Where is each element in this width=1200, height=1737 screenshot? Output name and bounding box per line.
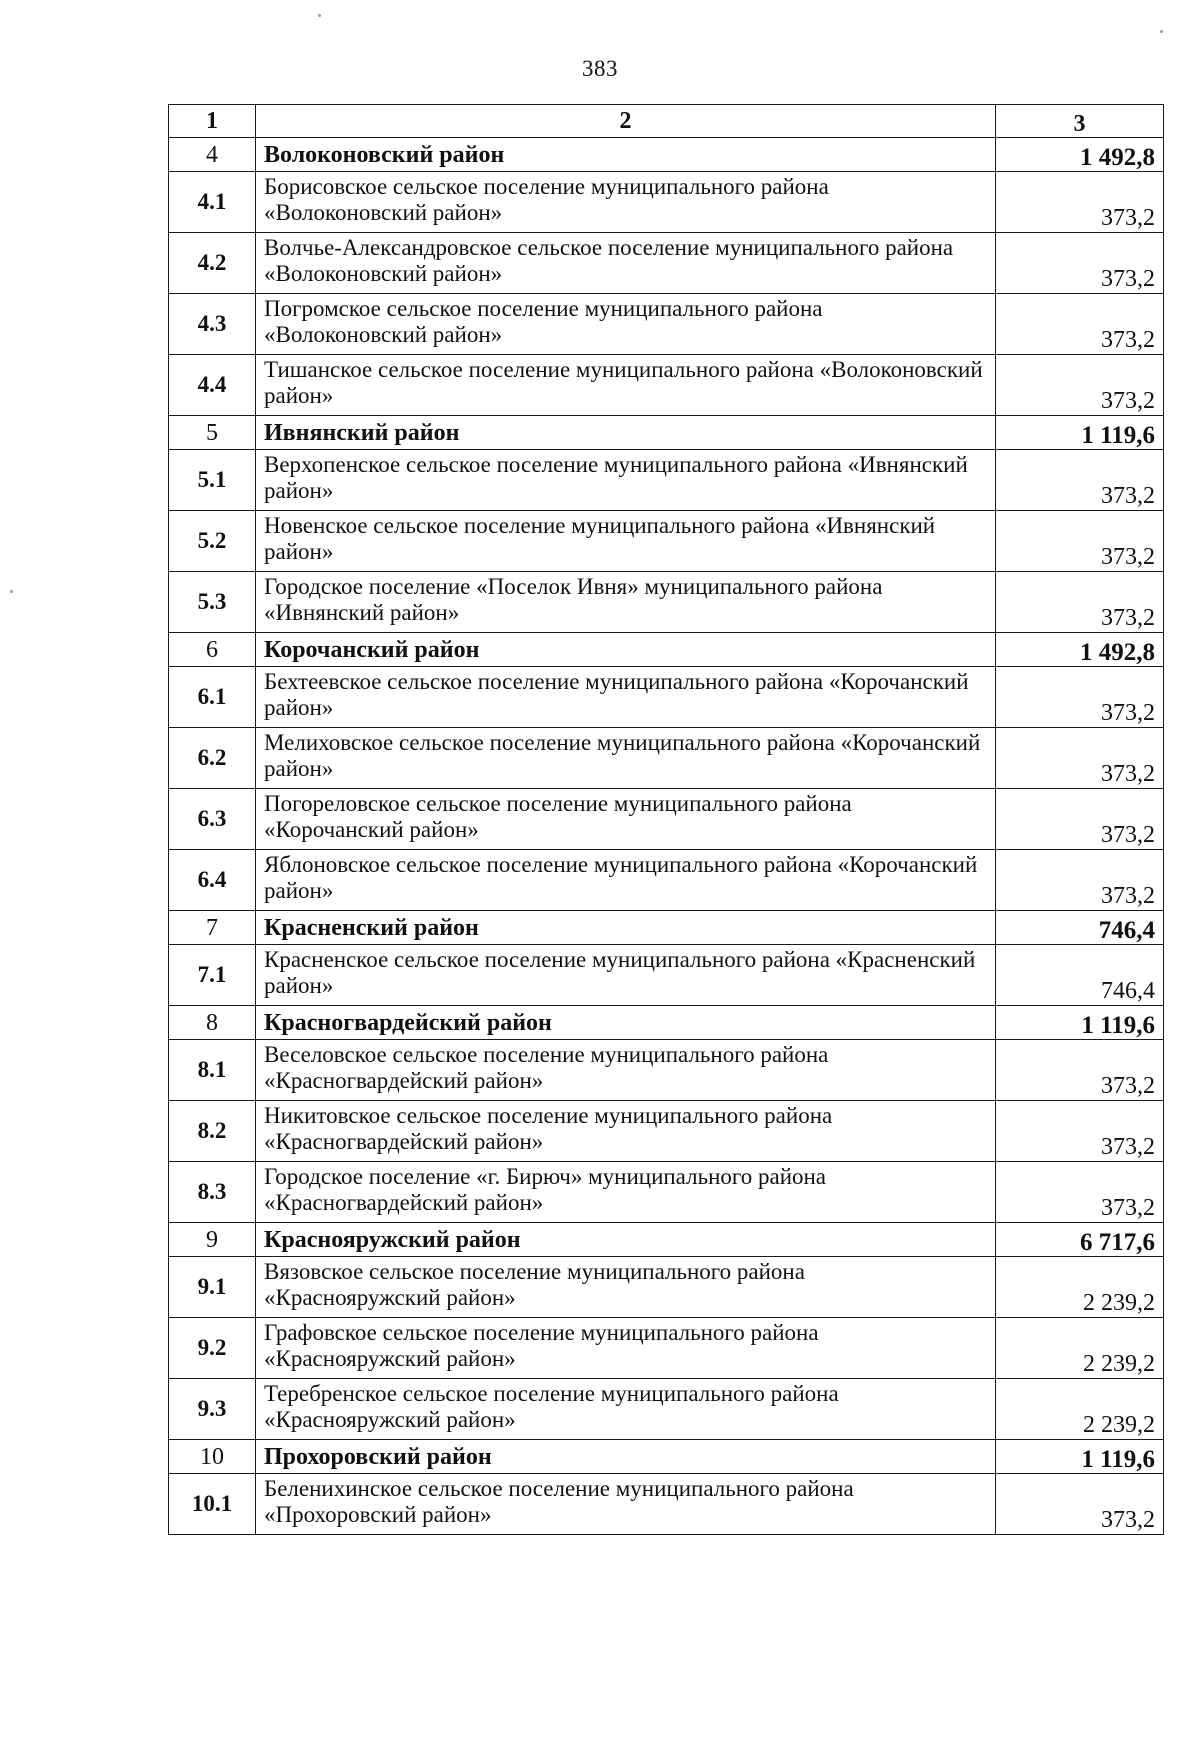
district-row [169, 1006, 1164, 1040]
column-header-3: 3 [996, 105, 1164, 138]
settlement-row [169, 789, 1164, 850]
district-number: 5 [169, 416, 256, 450]
district-row [169, 138, 1164, 172]
allocation-table [168, 104, 1164, 1535]
column-header-2: 2 [256, 105, 996, 138]
settlement-amount: 373,2 [996, 233, 1164, 294]
scan-speck [10, 590, 13, 593]
settlement-amount: 373,2 [996, 789, 1164, 850]
settlement-number: 10.1 [169, 1474, 256, 1535]
settlement-amount: 2 239,2 [996, 1318, 1164, 1379]
district-total: 1 119,6 [996, 1006, 1164, 1040]
settlement-amount: 373,2 [996, 355, 1164, 416]
scan-speck [1160, 30, 1163, 33]
settlement-row [169, 1257, 1164, 1318]
settlement-number: 6.1 [169, 667, 256, 728]
settlement-row [169, 1101, 1164, 1162]
settlement-row [169, 850, 1164, 911]
settlement-name: Веселовское сельское поселение муниципального района «Красногвардейский район» [256, 1040, 996, 1101]
settlement-name: Тишанское сельское поселение муниципального района «Волоконовский район» [256, 355, 996, 416]
settlement-row [169, 172, 1164, 233]
settlement-name: Никитовское сельское поселение муниципального района «Красногвардейский район» [256, 1101, 996, 1162]
settlement-number: 4.4 [169, 355, 256, 416]
settlement-number: 5.2 [169, 511, 256, 572]
district-name: Краснояружский район [256, 1223, 996, 1257]
header-row [169, 105, 1164, 138]
district-total: 1 492,8 [996, 138, 1164, 172]
settlement-amount: 373,2 [996, 1162, 1164, 1223]
settlement-number: 9.3 [169, 1379, 256, 1440]
settlement-amount: 373,2 [996, 294, 1164, 355]
district-name: Прохоровский район [256, 1440, 996, 1474]
district-name: Ивнянский район [256, 416, 996, 450]
settlement-name: Мелиховское сельское поселение муниципального района «Корочанский район» [256, 728, 996, 789]
settlement-amount: 373,2 [996, 572, 1164, 633]
district-name: Корочанский район [256, 633, 996, 667]
settlement-name: Бехтеевское сельское поселение муниципального района «Корочанский район» [256, 667, 996, 728]
settlement-number: 4.3 [169, 294, 256, 355]
settlement-name: Погромское сельское поселение муниципального района «Волоконовский район» [256, 294, 996, 355]
district-total: 1 119,6 [996, 1440, 1164, 1474]
district-number: 4 [169, 138, 256, 172]
scan-speck [318, 14, 321, 17]
settlement-number: 6.3 [169, 789, 256, 850]
district-total: 1 119,6 [996, 416, 1164, 450]
settlement-amount: 746,4 [996, 945, 1164, 1006]
district-total: 6 717,6 [996, 1223, 1164, 1257]
district-total: 1 492,8 [996, 633, 1164, 667]
settlement-name: Городское поселение «Поселок Ивня» муниципального района «Ивнянский район» [256, 572, 996, 633]
settlement-row [169, 511, 1164, 572]
settlement-amount: 373,2 [996, 450, 1164, 511]
settlement-name: Вязовское сельское поселение муниципального района «Краснояружский район» [256, 1257, 996, 1318]
settlement-number: 6.4 [169, 850, 256, 911]
district-row [169, 911, 1164, 945]
settlement-amount: 373,2 [996, 1040, 1164, 1101]
settlement-name: Погореловское сельское поселение муниципального района «Корочанский район» [256, 789, 996, 850]
settlement-row [169, 1474, 1164, 1535]
settlement-number: 8.1 [169, 1040, 256, 1101]
settlement-row [169, 233, 1164, 294]
settlement-number: 8.2 [169, 1101, 256, 1162]
settlement-name: Верхопенское сельское поселение муниципального района «Ивнянский район» [256, 450, 996, 511]
settlement-name: Городское поселение «г. Бирюч» муниципального района «Красногвардейский район» [256, 1162, 996, 1223]
district-number: 8 [169, 1006, 256, 1040]
settlement-row [169, 572, 1164, 633]
district-number: 9 [169, 1223, 256, 1257]
settlement-amount: 2 239,2 [996, 1257, 1164, 1318]
district-row [169, 633, 1164, 667]
settlement-amount: 373,2 [996, 1101, 1164, 1162]
settlement-name: Теребренское сельское поселение муниципального района «Краснояружский район» [256, 1379, 996, 1440]
district-total: 746,4 [996, 911, 1164, 945]
settlement-row [169, 294, 1164, 355]
settlement-amount: 373,2 [996, 728, 1164, 789]
district-name: Красногвардейский район [256, 1006, 996, 1040]
settlement-name: Красненское сельское поселение муниципального района «Красненский район» [256, 945, 996, 1006]
settlement-amount: 373,2 [996, 850, 1164, 911]
district-number: 10 [169, 1440, 256, 1474]
settlement-number: 8.3 [169, 1162, 256, 1223]
settlement-number: 7.1 [169, 945, 256, 1006]
settlement-row [169, 450, 1164, 511]
settlement-amount: 373,2 [996, 1474, 1164, 1535]
district-row [169, 1223, 1164, 1257]
settlement-number: 4.2 [169, 233, 256, 294]
column-header-1: 1 [169, 105, 256, 138]
district-row [169, 416, 1164, 450]
settlement-name: Графовское сельское поселение муниципального района «Краснояружский район» [256, 1318, 996, 1379]
settlement-number: 9.1 [169, 1257, 256, 1318]
settlement-amount: 2 239,2 [996, 1379, 1164, 1440]
settlement-name: Новенское сельское поселение муниципального района «Ивнянский район» [256, 511, 996, 572]
settlement-number: 6.2 [169, 728, 256, 789]
settlement-row [169, 1040, 1164, 1101]
settlement-number: 5.3 [169, 572, 256, 633]
district-name: Красненский район [256, 911, 996, 945]
settlement-name: Яблоновское сельское поселение муниципального района «Корочанский район» [256, 850, 996, 911]
district-name: Волоконовский район [256, 138, 996, 172]
page-number: 383 [582, 56, 618, 81]
settlement-name: Беленихинское сельское поселение муниципального района «Прохоровский район» [256, 1474, 996, 1535]
settlement-row [169, 728, 1164, 789]
settlement-row [169, 945, 1164, 1006]
settlement-row [169, 1379, 1164, 1440]
settlement-name: Волчье-Александровское сельское поселение муниципального района «Волоконовский район» [256, 233, 996, 294]
settlement-number: 5.1 [169, 450, 256, 511]
settlement-number: 4.1 [169, 172, 256, 233]
settlement-row [169, 667, 1164, 728]
settlement-row [169, 1162, 1164, 1223]
district-row [169, 1440, 1164, 1474]
settlement-amount: 373,2 [996, 667, 1164, 728]
district-number: 7 [169, 911, 256, 945]
district-number: 6 [169, 633, 256, 667]
settlement-amount: 373,2 [996, 511, 1164, 572]
settlement-name: Борисовское сельское поселение муниципального района «Волоконовский район» [256, 172, 996, 233]
settlement-row [169, 355, 1164, 416]
settlement-amount: 373,2 [996, 172, 1164, 233]
settlement-row [169, 1318, 1164, 1379]
settlement-number: 9.2 [169, 1318, 256, 1379]
